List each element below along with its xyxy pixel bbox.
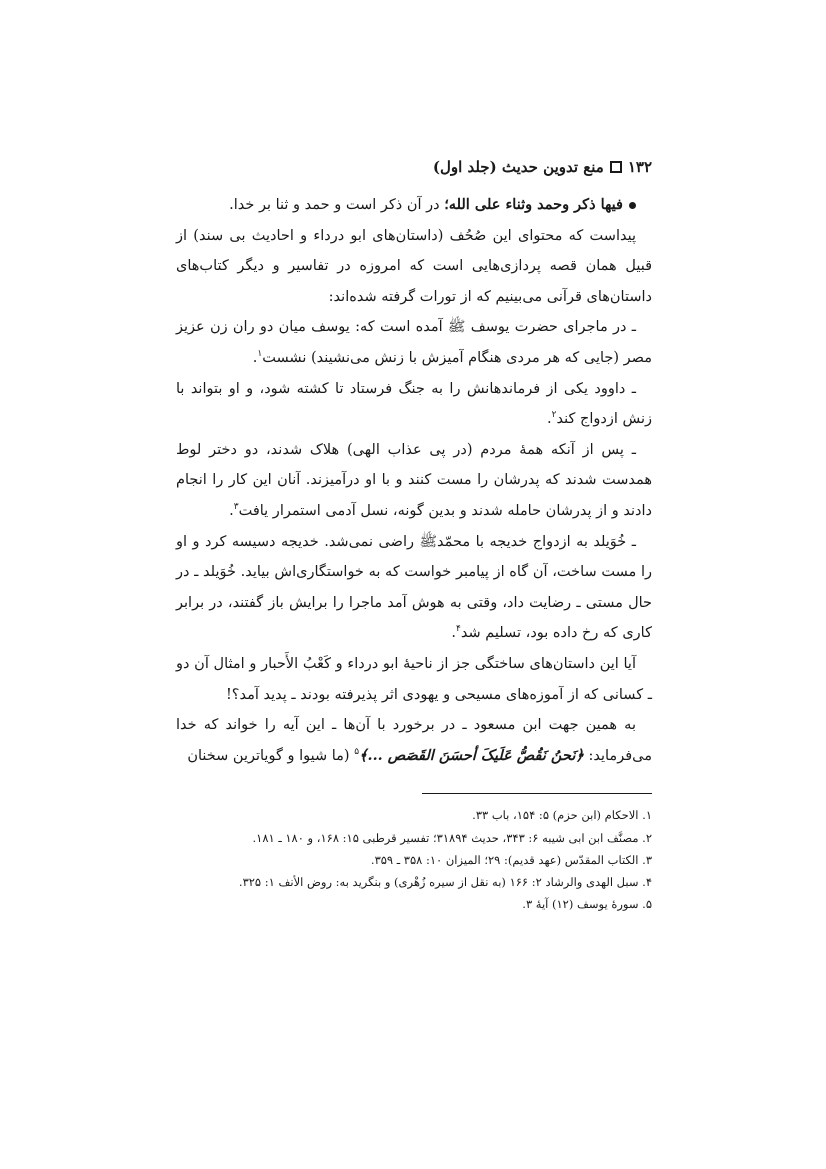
paragraph-3: ـ داوود یکی از فرماندهانش را به جنگ فرستاد تا کشته شود، و او بتواند با زنش ازدواج کند$^۲$. [176, 380, 652, 428]
footnote-3: ۳. الکتاب المقدّس (عهد قدیم): ۲۹؛ المیزان ۱۰: ۳۵۸ ـ ۳۵۹. [370, 852, 652, 867]
paragraph-5-text: ـ خُوَیلد به ازدواج خدیجه با محمّدﷺ راضی نمی‌شد. خدیجه دسیسه کرد و او را مست ساخت، آن گاه از پیامبر خواست که به خواستگاری‌اش بیاید. خُوَیلد ـ در حال مستی ـ رضایت داد، وقتی به هوش آمد ماجرا را برایش باز گفتند، در برابر کاری که رخ داده بود، تسلیم شد [176, 533, 652, 642]
paragraph-6: آیا این داستان‌های ساختگی جز از ناحیهٔ ابو درداء و کَعْبُ الأَحبار و امثال آن دو ـ کسانی که از آموزه‌های مسیحی و یهودی اثر پذیرفته بودند ـ پدید آمد؟! [176, 655, 652, 703]
footnotes [176, 804, 652, 915]
footnote-ref-4[interactable]: ۴ [456, 624, 461, 635]
square-ornament-icon [610, 161, 622, 173]
footnote-ref-1[interactable]: ۱ [257, 349, 263, 360]
paragraph-1: پیداست که محتوای این صُحُف (داستان‌های ابو درداء و احادیث بی سند) از قبیل همان قصه پردازی‌هایی است که امروزه در تفاسیر و دیگر کتاب‌های داستان‌های قرآنی می‌بینیم که از تورات گرفته شده‌اند: [176, 227, 652, 305]
intro-translation: در آن ذکر است و حمد و ثنا بر خدا. [229, 197, 445, 213]
footnote-1: ۱. الاحکام (ابن حزم) ۵: ۱۵۴، باب ۳۳. [472, 808, 652, 823]
page-number: ۱۳۲ [627, 158, 652, 176]
paragraph-7-end: (ما شیوا و گویاترین سخنان [187, 747, 355, 764]
footnote-4: ۴. سبل الهدی والرشاد ۲: ۱۶۶ (به نقل از سیره زُهْری) و بنگرید به: روض الأنف ۱: ۳۲۵. [238, 875, 652, 890]
intro-bold-phrase: فیها ذکر وحمد وثناء علی الله؛ [444, 196, 623, 213]
footnote-5: ۵. سورهٔ یوسف (۱۲) آیهٔ ۳. [522, 897, 652, 912]
main-text [176, 190, 652, 771]
running-header [176, 150, 652, 184]
paragraph-7-start: به همین جهت ابن مسعود ـ در برخورد با آن‌ها ـ این آیه را خواند که خدا می‌فرماید: [176, 717, 652, 764]
footnote-separator [422, 793, 652, 794]
paragraph-2-text: ـ در ماجرای حضرت یوسف ﷺ آمده است که: یوسف میان دو ران زن عزیز مصر (جایی که هر مردی هنگام آمیزش با زنش می‌نشیند) نشست [176, 319, 652, 366]
footnote-2: ۲. مصنَّف ابن ابی شیبه ۶: ۳۴۳، حدیث ۳۱۸۹۴؛ تفسیر قرطبی ۱۵: ۱۶۸، و ۱۸۰ ـ ۱۸۱. [252, 830, 652, 845]
footnote-ref-2[interactable]: ۲ [551, 410, 557, 421]
paragraph-4: ـ پس از آنکه همهٔ مردم (در پی عذاب الهی) هلاک شدند، دو دختر لوط همدست شدند که پدرشان را مست کنند و با او درآمیزند. آنان این کار را انجام دادند و از پدرشان حامله شدند و بدین گونه، نسل آدمی استمرار یافت$^۳$. [176, 441, 652, 519]
footnote-ref-3[interactable]: ۳ [233, 502, 239, 513]
intro-paragraph [176, 190, 652, 221]
paragraph-5: ـ خُوَیلد به ازدواج خدیجه با محمّدﷺ راضی نمی‌شد. خدیجه دسیسه کرد و او را مست ساخت، آن گاه از پیامبر خواست که به خواستگاری‌اش بیاید. خُوَیلد ـ در حال مستی ـ رضایت داد، وقتی به هوش آمد ماجرا را برایش باز گفتند، در برابر کاری که رخ داده بود، تسلیم شد$^۴$. [176, 533, 652, 642]
paragraph-3-text: ـ داوود یکی از فرماندهانش را به جنگ فرستاد تا کشته شود، و او بتواند با زنش ازدواج کند [176, 380, 652, 428]
paragraph-7 [176, 710, 652, 771]
footnote-ref-5[interactable]: ۵ [354, 746, 360, 757]
paragraph-2: ـ در ماجرای حضرت یوسف ﷺ آمده است که: یوسف میان دو ران زن عزیز مصر (جایی که هر مردی هنگام آمیزش با زنش می‌نشیند) نشست$^۱$. [176, 319, 652, 366]
book-title: منع تدوین حدیث (جلد اول) [432, 158, 604, 176]
page [176, 150, 652, 916]
quran-verse: ﴿نَحنُ نَقُصُّ عَلَیکَ أحسَنَ القَصَص ...﴾ [359, 746, 584, 764]
bullet-icon [629, 202, 636, 209]
paragraph-4-text: ـ پس از آنکه همهٔ مردم (در پی عذاب الهی) هلاک شدند، دو دختر لوط همدست شدند که پدرشان را مست کنند و با او درآمیزند. آنان این کار را انجام دادند و از پدرشان حامله شدند و بدین گونه، نسل آدمی استمرار یافت [176, 441, 652, 519]
